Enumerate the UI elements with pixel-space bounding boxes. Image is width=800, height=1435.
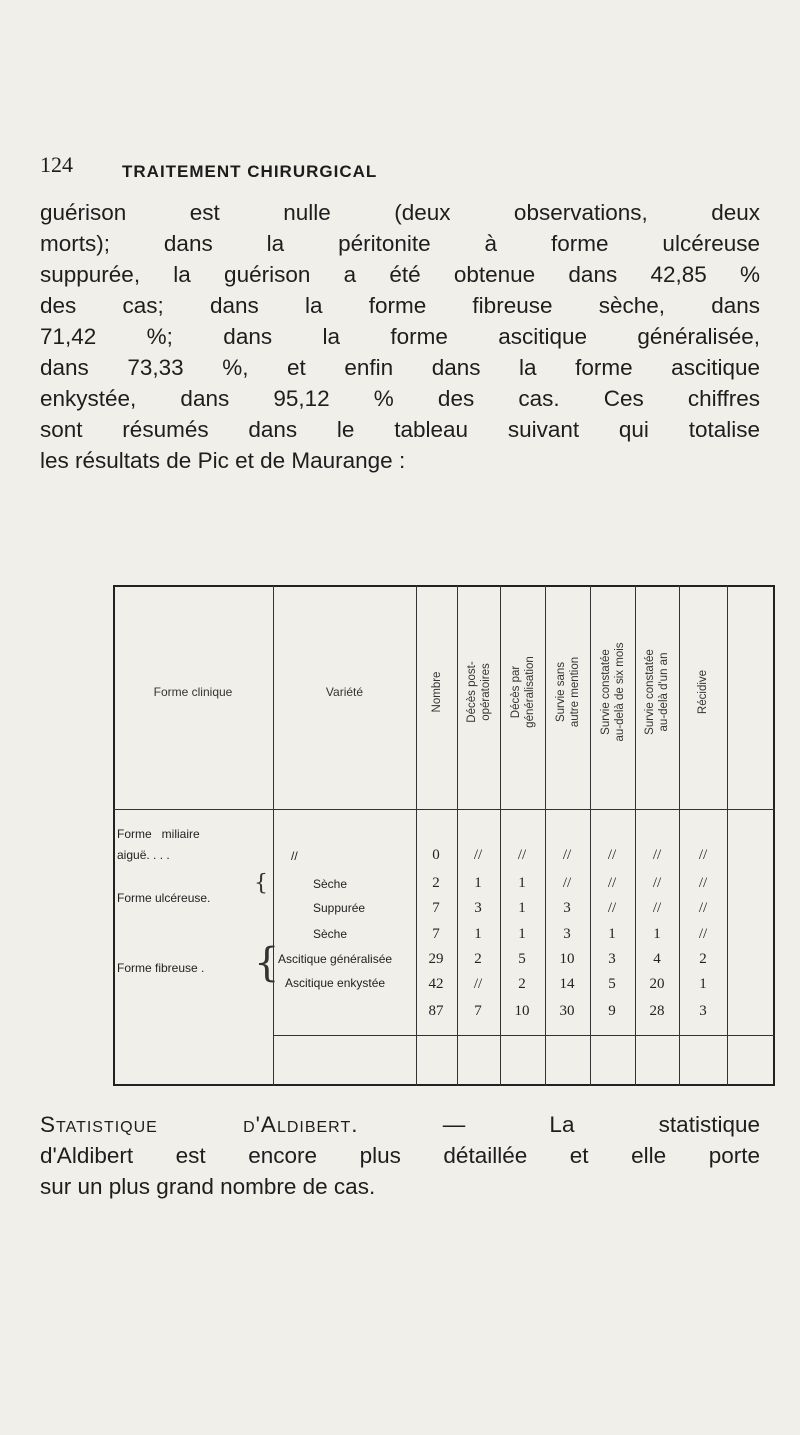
variete-ascitique-enkystee: Ascitique enkystée xyxy=(285,976,386,990)
table-cell: 2 xyxy=(474,951,482,967)
table-cell: // xyxy=(607,847,617,863)
table-cell: 1 xyxy=(474,926,482,942)
table-cell: // xyxy=(607,875,617,891)
page-number: 124 xyxy=(40,152,73,177)
text-line: les résultats de Pic et de Maurange : xyxy=(40,448,406,473)
text-line: guérison est nulle (deux observations, deux xyxy=(40,200,760,225)
text-line: des cas; dans la forme fibreuse sèche, dans xyxy=(40,293,760,318)
paragraph-intro xyxy=(40,197,760,476)
text-line: morts); dans la péritonite à forme ulcéreuse xyxy=(40,231,760,256)
table-cell: 3 xyxy=(563,926,571,942)
table-cell: 5 xyxy=(608,976,616,992)
variete-miliaire: // xyxy=(291,849,298,863)
table-cell: 29 xyxy=(428,951,444,967)
header-survie-un-an: Survie constatée au-delà d'un an xyxy=(644,649,670,735)
brace-fibreuse: { xyxy=(254,940,280,986)
header-survie-six-mois: Survie constatée au-delà de six mois xyxy=(600,642,626,742)
row-forme-miliaire: Forme miliaire xyxy=(117,827,200,841)
table-cell: // xyxy=(562,875,572,891)
total-cell: 30 xyxy=(559,1003,575,1019)
row-forme-ulcereuse: Forme ulcéreuse. xyxy=(117,891,211,905)
table-cell: 1 xyxy=(699,976,707,992)
table-cell: // xyxy=(698,875,708,891)
table-cell: 1 xyxy=(518,900,526,916)
column-divider xyxy=(679,585,680,1086)
variete-ascitique-generalisee: Ascitique généralisée xyxy=(278,952,393,966)
text-line: 71,42 %; dans la forme ascitique généralisée, xyxy=(40,324,760,349)
variete-seche-fibreuse: Sèche xyxy=(313,927,348,941)
table-cell: 10 xyxy=(559,951,575,967)
table-cell: // xyxy=(652,847,662,863)
table-cell: 4 xyxy=(653,951,661,967)
section-heading: Statistique d'Aldibert. xyxy=(40,1112,359,1137)
table-cell: 1 xyxy=(653,926,661,942)
table-cell: // xyxy=(698,900,708,916)
table-cell: 3 xyxy=(474,900,482,916)
column-divider xyxy=(545,585,546,1086)
text-line: dans 73,33 %, et enfin dans la forme ascitique xyxy=(40,355,760,380)
table-cell: // xyxy=(473,976,483,992)
table-cell: 7 xyxy=(432,900,440,916)
total-cell: 10 xyxy=(514,1003,530,1019)
table-cell: 1 xyxy=(608,926,616,942)
header-forme-clinique: Forme clinique xyxy=(153,685,233,699)
table-cell: // xyxy=(652,900,662,916)
total-cell: 87 xyxy=(428,1003,444,1019)
total-cell: 28 xyxy=(649,1003,665,1019)
header-variete: Variété xyxy=(325,685,364,699)
table-cell: // xyxy=(517,847,527,863)
header-nombre: Nombre xyxy=(431,671,443,713)
table-cell: 14 xyxy=(559,976,575,992)
table-cell: 5 xyxy=(518,951,526,967)
text-line: suppurée, la guérison a été obtenue dans 42,85 % xyxy=(40,262,760,287)
paragraph-aldibert xyxy=(40,1109,760,1202)
table-cell: 2 xyxy=(699,951,707,967)
table-cell: // xyxy=(607,900,617,916)
column-divider xyxy=(727,585,728,1086)
text-line: Statistique d'Aldibert. — La statistique xyxy=(40,1112,760,1137)
header-recidive: Récidive xyxy=(697,669,709,715)
table-cell: // xyxy=(562,847,572,863)
table-cell: 3 xyxy=(563,900,571,916)
total-cell: 9 xyxy=(608,1003,616,1019)
text-line: sont résumés dans le tableau suivant qui totalise xyxy=(40,417,760,442)
column-divider xyxy=(635,585,636,1086)
table-cell: 0 xyxy=(432,847,440,863)
results-table xyxy=(113,585,775,1086)
table-cell: 7 xyxy=(432,926,440,942)
table-cell: 2 xyxy=(432,875,440,891)
column-divider xyxy=(590,585,591,1086)
total-cell: 3 xyxy=(699,1003,707,1019)
brace-ulcereuse: { xyxy=(254,871,268,896)
header-survie-sans-mention: Survie sans autre mention xyxy=(555,656,581,728)
variete-suppuree: Suppurée xyxy=(313,901,366,915)
table-cell: // xyxy=(473,847,483,863)
column-divider xyxy=(500,585,501,1086)
column-divider xyxy=(273,585,274,1086)
running-title: TRAITEMENT CHIRURGICAL xyxy=(122,162,378,181)
table-cell: 1 xyxy=(518,875,526,891)
total-cell: 7 xyxy=(474,1003,482,1019)
text-line: enkystée, dans 95,12 % des cas. Ces chiffres xyxy=(40,386,760,411)
table-cell: 42 xyxy=(428,976,444,992)
table-cell: // xyxy=(698,926,708,942)
header-deces-post-operatoires: Décès post- opératoires xyxy=(466,661,492,723)
text-line: sur un plus grand nombre de cas. xyxy=(40,1174,376,1199)
table-cell: 1 xyxy=(474,875,482,891)
text-line: d'Aldibert est encore plus détaillée et elle porte xyxy=(40,1143,760,1168)
table-cell: 2 xyxy=(518,976,526,992)
row-forme-fibreuse: Forme fibreuse . xyxy=(117,961,205,975)
row-forme-label: aiguë. . . . xyxy=(117,848,170,862)
table-cell: 20 xyxy=(649,976,665,992)
header-divider xyxy=(113,809,775,810)
header-deces-par-generalisation: Décès par généralisation xyxy=(510,656,536,728)
totals-divider xyxy=(273,1035,775,1036)
table-cell: 3 xyxy=(608,951,616,967)
variete-seche: Sèche xyxy=(313,877,348,891)
table-cell: 1 xyxy=(518,926,526,942)
table-cell: // xyxy=(652,875,662,891)
table-cell: // xyxy=(698,847,708,863)
